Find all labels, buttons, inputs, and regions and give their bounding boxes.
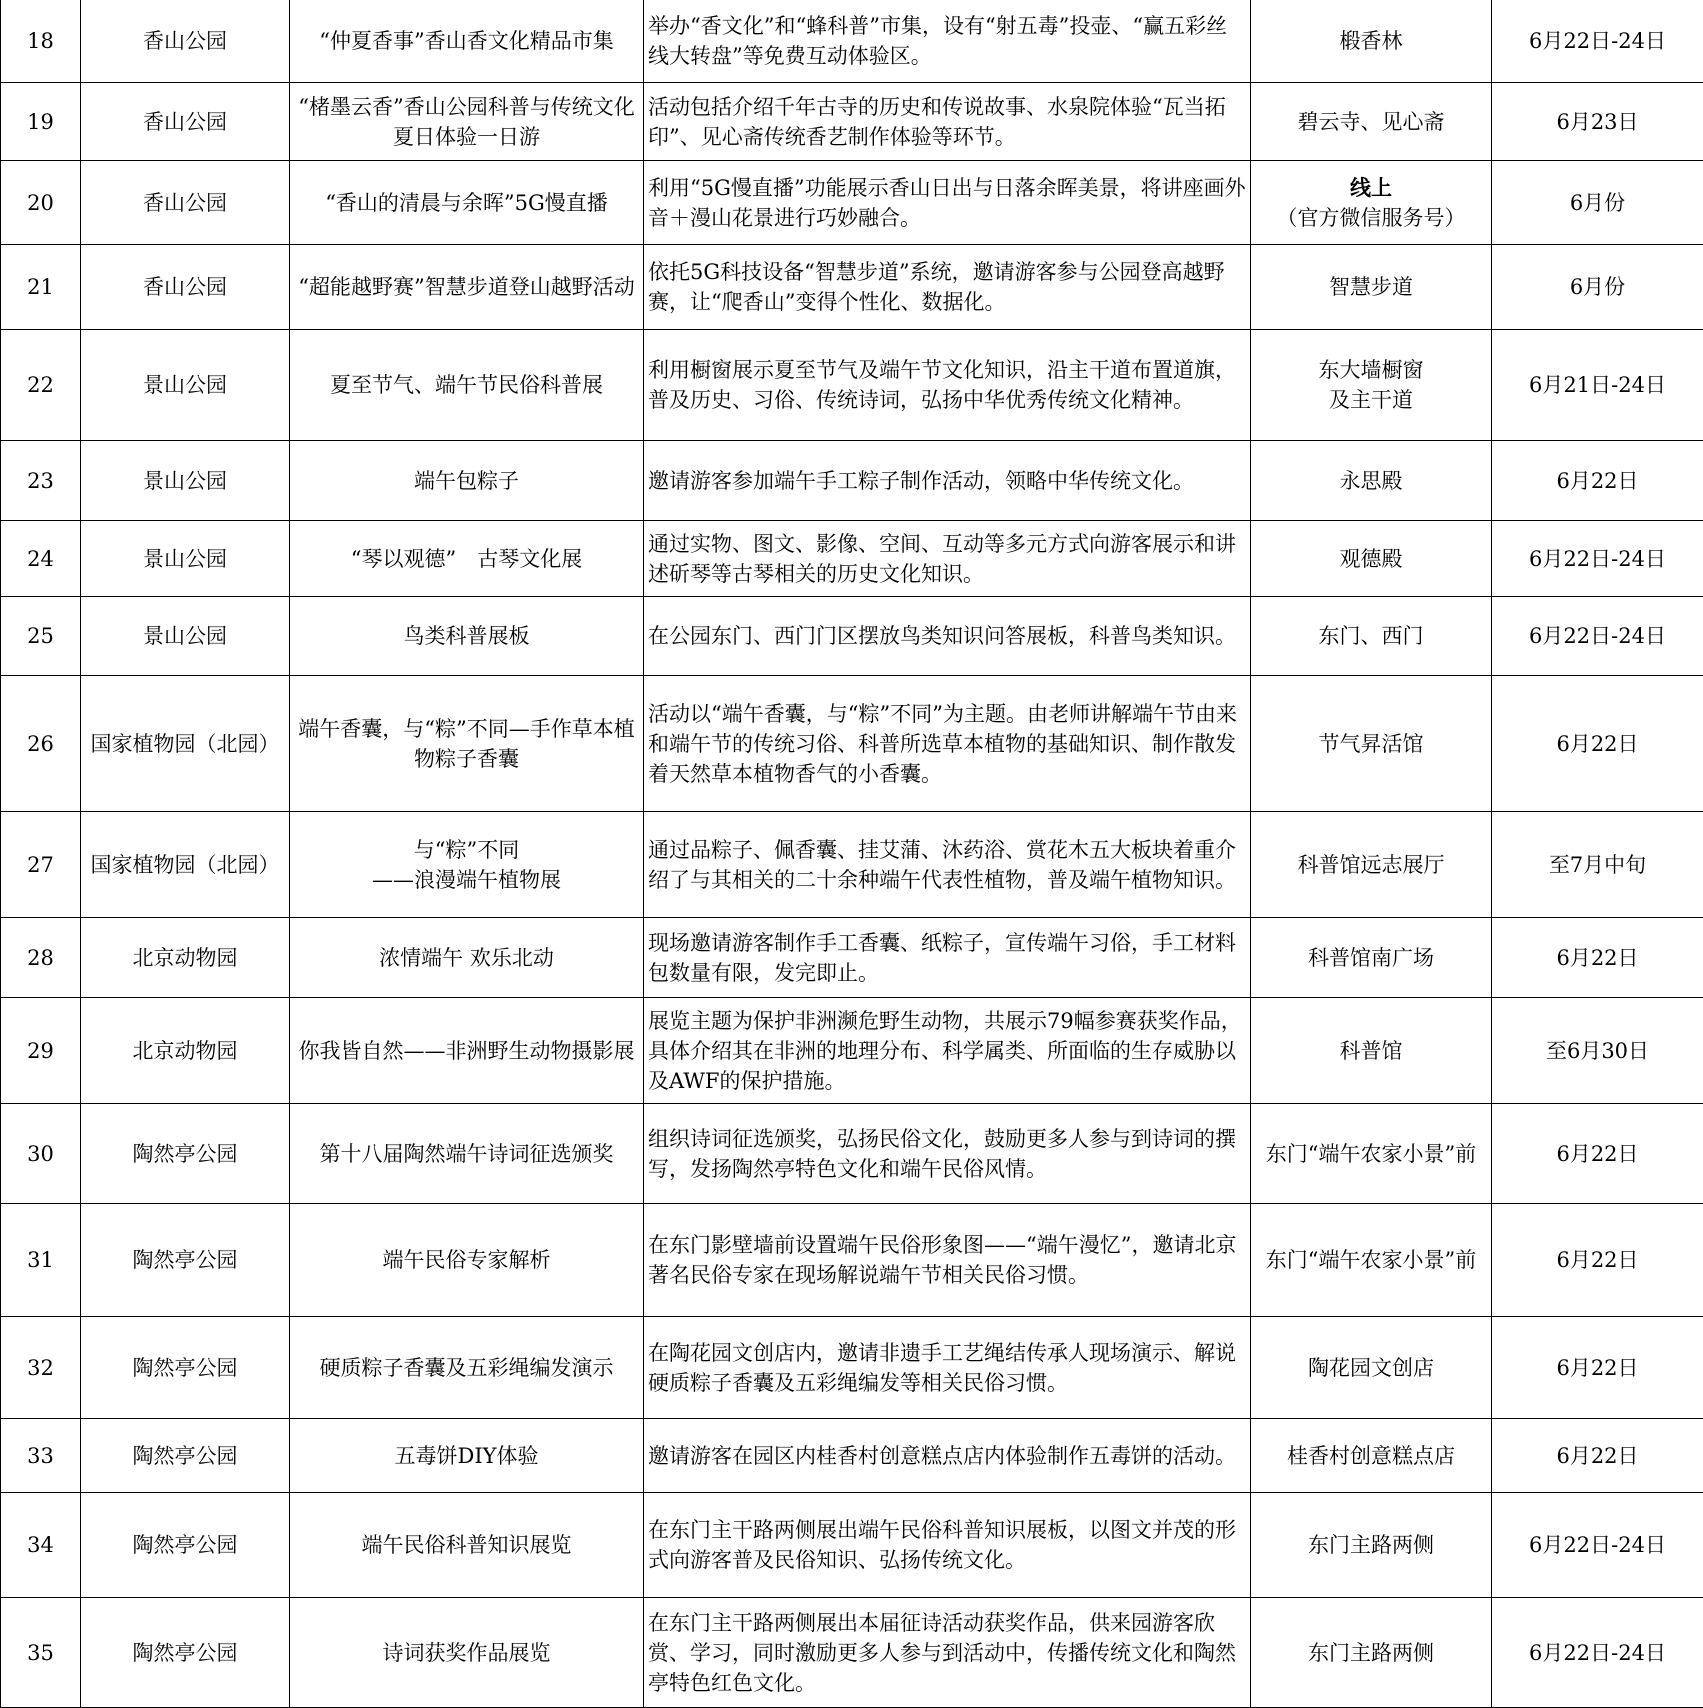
activity-location: 桂香村创意糕点店 <box>1251 1419 1492 1493</box>
activity-location <box>1251 161 1492 245</box>
activity-location: 东门主路两侧 <box>1251 1598 1492 1708</box>
table-row <box>1 1598 1703 1708</box>
activity-location: 科普馆 <box>1251 998 1492 1104</box>
table-body <box>1 0 1703 1708</box>
activity-date: 6月22日 <box>1492 1104 1703 1204</box>
activity-date: 6月22日-24日 <box>1492 521 1703 597</box>
activity-description: 依托5G科技设备“智慧步道”系统，邀请游客参与公园登高越野赛，让“爬香山”变得个性化、数据化。 <box>644 245 1251 330</box>
location-line-1: 东大墙橱窗 <box>1318 358 1424 382</box>
activity-date: 6月23日 <box>1492 83 1703 161</box>
activity-description: 在东门主干路两侧展出本届征诗活动获奖作品，供来园游客欣赏、学习，同时激励更多人参与到活动中，传播传统文化和陶然亭特色红色文化。 <box>644 1598 1251 1708</box>
activity-description: 利用“5G慢直播”功能展示香山日出与日落余晖美景，将讲座画外音＋漫山花景进行巧妙融合。 <box>644 161 1251 245</box>
activity-description: 在东门主干路两侧展出端午民俗科普知识展板，以图文并茂的形式向游客普及民俗知识、弘扬传统文化。 <box>644 1493 1251 1598</box>
row-number: 23 <box>1 441 81 521</box>
activity-description: 邀请游客参加端午手工粽子制作活动，领略中华传统文化。 <box>644 441 1251 521</box>
activity-description: 活动包括介绍千年古寺的历史和传说故事、水泉院体验“瓦当拓印”、见心斋传统香艺制作体验等环节。 <box>644 83 1251 161</box>
table-row <box>1 1419 1703 1493</box>
row-number: 26 <box>1 676 81 812</box>
park-name: 香山公园 <box>81 83 290 161</box>
park-name: 陶然亭公园 <box>81 1317 290 1419</box>
activity-date: 6月22日 <box>1492 1419 1703 1493</box>
table-row <box>1 1104 1703 1204</box>
park-name: 景山公园 <box>81 330 290 441</box>
activity-location: 东门“端午农家小景”前 <box>1251 1104 1492 1204</box>
activity-name <box>290 812 644 918</box>
table-row <box>1 521 1703 597</box>
activity-location: 东门、西门 <box>1251 597 1492 676</box>
activity-name-line-1: 与“粽”不同 <box>413 837 520 862</box>
activity-description: 举办“香文化”和“蜂科普”市集，设有“射五毒”投壶、“赢五彩丝线大转盘”等免费互动体验区。 <box>644 0 1251 83</box>
park-name: 香山公园 <box>81 245 290 330</box>
activity-location: 智慧步道 <box>1251 245 1492 330</box>
activity-name: 鸟类科普展板 <box>290 597 644 676</box>
table-row <box>1 83 1703 161</box>
activity-name: “琴以观德” 古琴文化展 <box>290 521 644 597</box>
activity-description: 利用橱窗展示夏至节气及端午节文化知识，沿主干道布置道旗，普及历史、习俗、传统诗词，弘扬中华优秀传统文化精神。 <box>644 330 1251 441</box>
park-name: 陶然亭公园 <box>81 1204 290 1317</box>
park-name: 陶然亭公园 <box>81 1419 290 1493</box>
location-line-1: 线上 <box>1350 174 1392 200</box>
table-row <box>1 918 1703 998</box>
activity-description: 组织诗词征选颁奖，弘扬民俗文化，鼓励更多人参与到诗词的撰写，发扬陶然亭特色文化和端午民俗风情。 <box>644 1104 1251 1204</box>
activity-name: 端午香囊，与“粽”不同—手作草本植物粽子香囊 <box>290 676 644 812</box>
activity-date: 6月份 <box>1492 245 1703 330</box>
activity-date: 6月22日 <box>1492 676 1703 812</box>
activity-name: 端午包粽子 <box>290 441 644 521</box>
park-name: 香山公园 <box>81 0 290 83</box>
activity-location: 永思殿 <box>1251 441 1492 521</box>
activity-date: 6月22日-24日 <box>1492 597 1703 676</box>
table-row <box>1 1317 1703 1419</box>
table-row <box>1 0 1703 83</box>
table-row <box>1 161 1703 245</box>
row-number: 25 <box>1 597 81 676</box>
row-number: 34 <box>1 1493 81 1598</box>
activity-name: “仲夏香事”香山香文化精品市集 <box>290 0 644 83</box>
activity-name: “超能越野赛”智慧步道登山越野活动 <box>290 245 644 330</box>
activity-location: 东门主路两侧 <box>1251 1493 1492 1598</box>
activity-name: 硬质粽子香囊及五彩绳编发演示 <box>290 1317 644 1419</box>
activity-date: 至6月30日 <box>1492 998 1703 1104</box>
park-name: 陶然亭公园 <box>81 1598 290 1708</box>
activity-date: 6月22日 <box>1492 441 1703 521</box>
row-number: 33 <box>1 1419 81 1493</box>
activity-name-line-2: ——浪漫端午植物展 <box>372 867 561 892</box>
park-name: 国家植物园（北园） <box>81 676 290 812</box>
row-number: 20 <box>1 161 81 245</box>
activity-name: 你我皆自然——非洲野生动物摄影展 <box>290 998 644 1104</box>
activity-name: 夏至节气、端午节民俗科普展 <box>290 330 644 441</box>
activity-description: 通过实物、图文、影像、空间、互动等多元方式向游客展示和讲述斫琴等古琴相关的历史文化知识。 <box>644 521 1251 597</box>
table-row <box>1 330 1703 441</box>
activity-description: 在公园东门、西门门区摆放鸟类知识问答展板，科普鸟类知识。 <box>644 597 1251 676</box>
park-name: 北京动物园 <box>81 918 290 998</box>
activity-location: 科普馆南广场 <box>1251 918 1492 998</box>
table-row <box>1 245 1703 330</box>
activity-description: 现场邀请游客制作手工香囊、纸粽子，宣传端午习俗，手工材料包数量有限，发完即止。 <box>644 918 1251 998</box>
row-number: 28 <box>1 918 81 998</box>
activity-name: “楮墨云香”香山公园科普与传统文化夏日体验一日游 <box>290 83 644 161</box>
activity-date: 6月21日-24日 <box>1492 330 1703 441</box>
park-name: 景山公园 <box>81 521 290 597</box>
activity-name: “香山的清晨与余晖”5G慢直播 <box>290 161 644 245</box>
row-number: 24 <box>1 521 81 597</box>
row-number: 19 <box>1 83 81 161</box>
row-number: 21 <box>1 245 81 330</box>
activity-location: 椴香林 <box>1251 0 1492 83</box>
activity-name: 第十八届陶然端午诗词征选颁奖 <box>290 1104 644 1204</box>
activity-date: 6月份 <box>1492 161 1703 245</box>
park-name: 景山公园 <box>81 597 290 676</box>
park-name: 陶然亭公园 <box>81 1104 290 1204</box>
activity-date: 6月22日-24日 <box>1492 1598 1703 1708</box>
table-row <box>1 1493 1703 1598</box>
table-row <box>1 812 1703 918</box>
park-name: 北京动物园 <box>81 998 290 1104</box>
park-name: 陶然亭公园 <box>81 1493 290 1598</box>
activity-name: 五毒饼DIY体验 <box>290 1419 644 1493</box>
activity-description: 在陶花园文创店内，邀请非遗手工艺绳结传承人现场演示、解说硬质粽子香囊及五彩绳编发等相关民俗习惯。 <box>644 1317 1251 1419</box>
activity-name: 浓情端午 欢乐北动 <box>290 918 644 998</box>
park-name: 香山公园 <box>81 161 290 245</box>
activity-date: 6月22日 <box>1492 1204 1703 1317</box>
table-row <box>1 597 1703 676</box>
activity-location <box>1251 330 1492 441</box>
activity-description: 展览主题为保护非洲濒危野生动物，共展示79幅参赛获奖作品，具体介绍其在非洲的地理分布、科学属类、所面临的生存威胁以及AWF的保护措施。 <box>644 998 1251 1104</box>
activity-location: 陶花园文创店 <box>1251 1317 1492 1419</box>
activity-description: 通过品粽子、佩香囊、挂艾蒲、沐药浴、赏花木五大板块着重介绍了与其相关的二十余种端午代表性植物，普及端午植物知识。 <box>644 812 1251 918</box>
activity-location: 碧云寺、见心斋 <box>1251 83 1492 161</box>
activity-name: 诗词获奖作品展览 <box>290 1598 644 1708</box>
table-row <box>1 1204 1703 1317</box>
row-number: 29 <box>1 998 81 1104</box>
row-number: 32 <box>1 1317 81 1419</box>
activity-name: 端午民俗科普知识展览 <box>290 1493 644 1598</box>
activity-date: 6月22日 <box>1492 918 1703 998</box>
table-row <box>1 998 1703 1104</box>
row-number: 31 <box>1 1204 81 1317</box>
activity-description: 在东门影壁墙前设置端午民俗形象图——“端午漫忆”，邀请北京著名民俗专家在现场解说端午节相关民俗习惯。 <box>644 1204 1251 1317</box>
activity-date: 6月22日-24日 <box>1492 1493 1703 1598</box>
park-name: 国家植物园（北园） <box>81 812 290 918</box>
table-row <box>1 676 1703 812</box>
activity-description: 邀请游客在园区内桂香村创意糕点店内体验制作五毒饼的活动。 <box>644 1419 1251 1493</box>
row-number: 27 <box>1 812 81 918</box>
activity-location: 节气昇活馆 <box>1251 676 1492 812</box>
location-line-2: 及主干道 <box>1329 388 1413 412</box>
row-number: 35 <box>1 1598 81 1708</box>
activity-date: 6月22日 <box>1492 1317 1703 1419</box>
activity-location: 观德殿 <box>1251 521 1492 597</box>
location-line-2: （官方微信服务号） <box>1276 205 1466 230</box>
row-number: 22 <box>1 330 81 441</box>
activity-name: 端午民俗专家解析 <box>290 1204 644 1317</box>
activity-description: 活动以“端午香囊，与“粽”不同”为主题。由老师讲解端午节由来和端午节的传统习俗、科普所选草本植物的基础知识、制作散发着天然草本植物香气的小香囊。 <box>644 676 1251 812</box>
activity-date: 6月22日-24日 <box>1492 0 1703 83</box>
activity-date: 至7月中旬 <box>1492 812 1703 918</box>
table-row <box>1 441 1703 521</box>
row-number: 18 <box>1 0 81 83</box>
park-name: 景山公园 <box>81 441 290 521</box>
row-number: 30 <box>1 1104 81 1204</box>
activity-location: 科普馆远志展厅 <box>1251 812 1492 918</box>
activity-location: 东门“端午农家小景”前 <box>1251 1204 1492 1317</box>
